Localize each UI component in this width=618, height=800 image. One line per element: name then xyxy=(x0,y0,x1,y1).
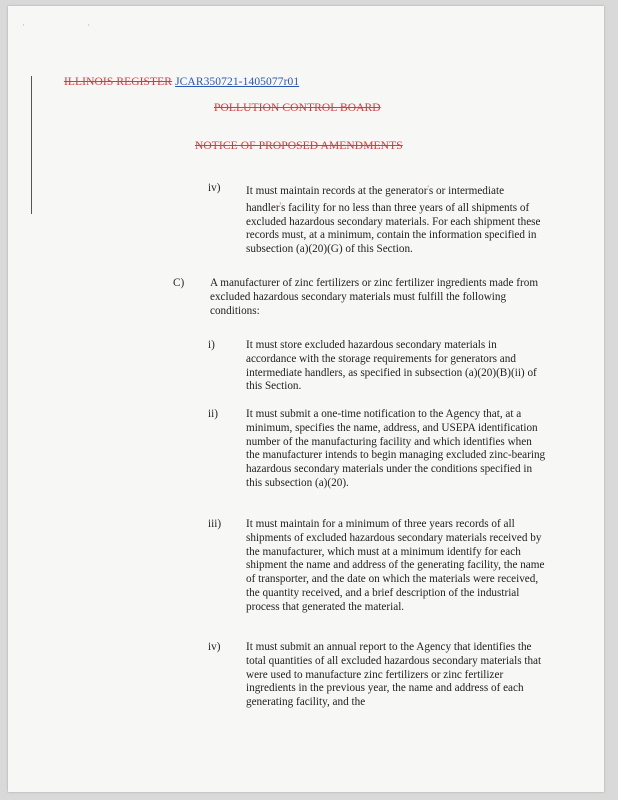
item-text: It must maintain for a minimum of three years records of all shipments of excluded hazardous secondary materials received by the manufacturer, which must at a minimum identify for each shipment the name and address of the generating facility, the name of transporter, and the date on which the materials were received, the quantity received, and a brief description of the industrial process that generated the material. xyxy=(246,518,545,613)
register-struck-text: ILLINOIS REGISTER xyxy=(64,76,173,88)
notice-header: NOTICE OF PROPOSED AMENDMENTS xyxy=(195,140,403,152)
item-number: C) xyxy=(173,277,185,289)
edit-mark: ' xyxy=(427,184,429,193)
item-number: ii) xyxy=(208,408,218,420)
item-text: It must submit an annual report to the Agency that identifies the total quantities of all excluded hazardous secondary materials that were used to manufacture zinc fertilizers or zinc fertilizer ingredients in the previous year, the name and address of each generating facility, and the xyxy=(246,641,542,709)
jcar-code-link[interactable]: JCAR350721-1405077r01 xyxy=(175,76,300,88)
item-number: iii) xyxy=(208,518,222,530)
item-text: A manufacturer of zinc fertilizers or zinc fertilizer ingredients made from excluded hazardous secondary materials must fulfill the following conditions: xyxy=(210,277,539,317)
edit-mark: ' xyxy=(279,200,281,210)
item-text: It must maintain records at the generator's or intermediate handler's facility for no less than three years of all shipments of excluded hazardous secondary materials. For each shipment these records must, at a minimum, contain the information specified in subsection (a)(20)(G) of this Section. xyxy=(246,184,541,256)
item-text: It must submit a one-time notification to the Agency that, at a minimum, specifies the name, address, and USEPA identification number of the manufacturing facility and which identifies when the manufacturer intends to begin managing excluded zinc-bearing hazardous secondary materials under the conditions specified in this subsection (a)(20). xyxy=(246,408,546,489)
item-number: iv) xyxy=(208,182,221,194)
change-bar xyxy=(31,76,32,214)
board-header: POLLUTION CONTROL BOARD xyxy=(214,102,381,114)
document-page xyxy=(8,6,604,792)
item-text: It must store excluded hazardous secondary materials in accordance with the storage requirements for generators and intermediate handlers, as specified in subsection (a)(20)(B)(ii) of this Section. xyxy=(246,339,537,393)
item-number: i) xyxy=(208,339,215,351)
scan-specks: · · xyxy=(22,20,121,30)
item-number: iv) xyxy=(208,641,221,653)
register-header xyxy=(64,76,299,88)
